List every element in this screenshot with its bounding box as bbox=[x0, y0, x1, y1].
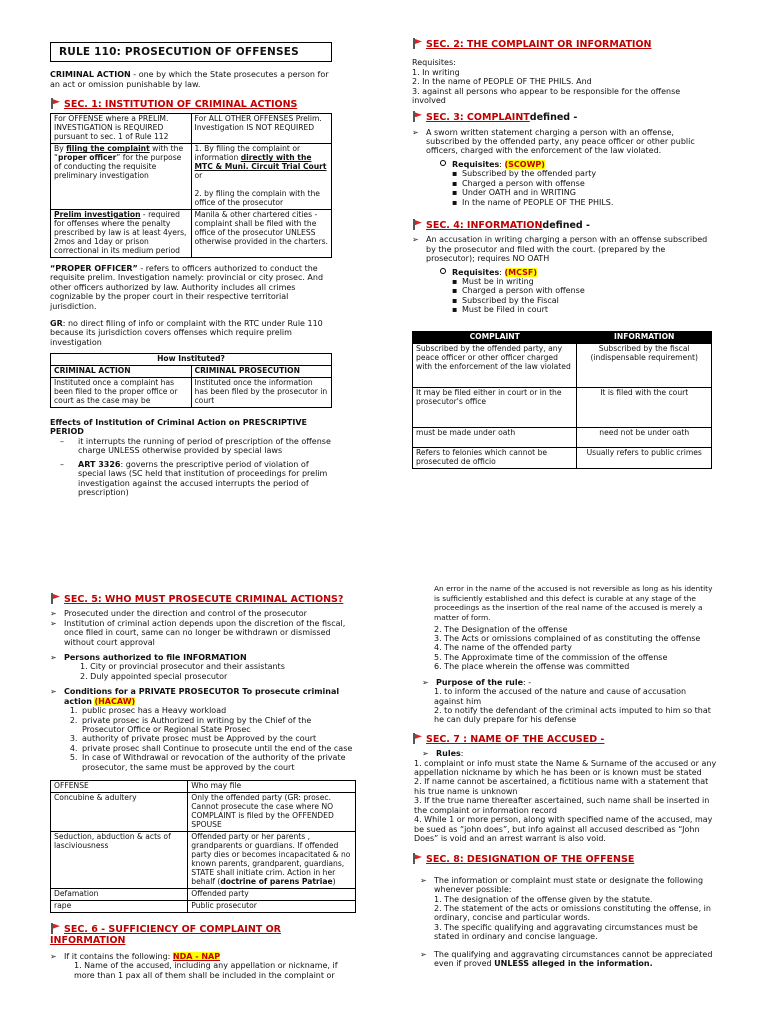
table-header: INFORMATION bbox=[577, 331, 712, 343]
sec8-final-note: ➢ The qualifying and aggravating circumstances cannot be appreciated even if proved UNLESS alleged in the information. bbox=[412, 950, 718, 969]
how-instituted-table bbox=[50, 353, 332, 408]
purpose-list: 1. to inform the accused of the nature and cause of accusation against him 2. to notify the defendant of the criminal acts imputed to him so that he can duly prepare for his defense bbox=[434, 687, 711, 725]
complaint-vs-information-table bbox=[412, 331, 712, 469]
sec1-table bbox=[50, 113, 332, 257]
criminal-action-definition: CRIMINAL ACTION - one by which the State prosecutes a person for an act or omission punishable by law. bbox=[50, 70, 329, 89]
sec6-list: ➢ If it contains the following: NDA - NAP bbox=[50, 952, 356, 961]
conditions-list bbox=[50, 706, 356, 772]
bottom-right-column bbox=[412, 584, 718, 969]
table-row: rape Public prosecutor bbox=[51, 900, 356, 912]
top-right-column bbox=[412, 38, 712, 469]
list-item: ➢ Institution of criminal action depends upon the discretion of the fiscal, once filed in court, same can no longer be withdrawn or dismissed without court approval bbox=[50, 619, 356, 647]
table-row: Concubine & adultery Only the offended party (GR: prosec. Cannot prosecute the case where NO COMPLAINT is filed by the OFFENDED SPOUSE bbox=[51, 793, 356, 832]
bottom-left-column bbox=[50, 593, 356, 980]
effects-list bbox=[50, 437, 332, 498]
table-row: It may be filed either in court or in the prosecutor's office It is filed with the court bbox=[413, 387, 712, 427]
list-item: ▪ Must be in writing bbox=[452, 277, 712, 286]
page-title: RULE 110: PROSECUTION OF OFFENSES bbox=[50, 42, 332, 62]
list-item: ▪ In the name of PEOPLE OF THE PHILS. bbox=[452, 198, 712, 207]
sec4-definition: ➢ An accusation in writing charging a person with an offense subscribed by the prosecutor and filed with the court. (prepared by the prosecutor); requires NO OATH bbox=[412, 235, 712, 263]
list-item: ▪ Must be Filed in court bbox=[452, 305, 712, 314]
sec8-lead: ➢ The information or complaint must state or designate the following whenever possible: bbox=[412, 876, 718, 895]
table-cell: 1. By filing the complaint or information directly with the MTC & Muni. Circuit Trial Court or 2. by filing the complain with the office of the prosecutor bbox=[191, 144, 332, 210]
table-cell: Prelim investigation - required for offenses where the penalty prescribed by law is at least 4yers, 2mos and 1day or prison correctional in its medium period bbox=[51, 209, 192, 257]
table-header: COMPLAINT bbox=[413, 331, 577, 343]
list-item: ▪ Charged a person with offense bbox=[452, 179, 712, 188]
sec4-list bbox=[412, 277, 712, 315]
sec5-list bbox=[50, 609, 356, 647]
table-title: How Instituted? bbox=[51, 354, 332, 366]
purpose-heading: ➢ Purpose of the rule: - bbox=[412, 678, 718, 687]
top-left-column bbox=[50, 42, 332, 502]
flag-icon bbox=[50, 923, 61, 934]
flag-icon bbox=[412, 853, 423, 864]
table-row: must be made under oath need not be under oath bbox=[413, 427, 712, 447]
table-header: Who may file bbox=[188, 781, 356, 793]
table-header: CRIMINAL ACTION bbox=[51, 366, 192, 378]
table-row: Defamation Offended party bbox=[51, 888, 356, 900]
table-row: Seduction, abduction & acts of lasciviousness Offended party or her parents , grandparents or guardians. If offended party dies or becomes incapacitated & no known parents, grandparent, guardians, STATE shall initiate crim. Action in her behalf (doctrine of parens Patriae) bbox=[51, 831, 356, 888]
error-paragraph: An error in the name of the accused is not reversible as long as his identity is sufficiently established and this defect is curable at any stage of the proceedings as the insertion of the real name of the accused is merely a matter of form. bbox=[434, 584, 713, 622]
table-cell: By filing the complaint with the “proper officer” for the purpose of conducting the requisite preliminary investigation bbox=[51, 144, 192, 210]
table-cell: For OFFENSE where a PRELIM. INVESTIGATION is REQUIRED pursuant to sec. 1 of Rule 112 bbox=[51, 114, 192, 144]
sec8-list: 1. The designation of the offense given by the statute. 2. The statement of the acts or omissions constituting the offense, in ordinary, concise and particular words. 3. The specific qualifying and aggravating circumstances must be stated in ordinary and concise language. bbox=[434, 894, 711, 942]
list-item: ▪ Subscribed by the Fiscal bbox=[452, 296, 712, 305]
table-header: CRIMINAL PROSECUTION bbox=[191, 366, 332, 378]
sec7-heading: SEC. 7 : NAME OF THE ACCUSED - bbox=[412, 733, 718, 745]
list-item: ▪ Under OATH and in WRITING bbox=[452, 188, 712, 197]
sec3-definition: ➢ A sworn written statement charging a person with an offense, subscribed by the offended party, any peace officer or other public officers, charged with the enforcement of the law violated. bbox=[412, 128, 712, 156]
table-cell: For ALL OTHER OFFENSES Prelim. Investigation IS NOT REQUIRED bbox=[191, 114, 332, 144]
conditions-heading: ➢ Conditions for a PRIVATE PROSECUTOR To prosecute criminal action (HACAW) bbox=[50, 687, 356, 706]
gr-note: GR: no direct filing of info or complaint with the RTC under Rule 110 because its jurisdiction covers offenses which require prelim investigation bbox=[50, 318, 323, 347]
sec3-list bbox=[412, 169, 712, 207]
table-row: Subscribed by the offended party, any peace officer or other officer charged with the enforcement of the law violated Subscribed by the fiscal (indispensable requirement) bbox=[413, 343, 712, 387]
flag-icon bbox=[50, 593, 61, 604]
sec6-heading: SEC. 6 - SUFFICIENCY OF COMPLAINT OR INFORMATION bbox=[50, 923, 281, 946]
sec5-heading: SEC. 5: WHO MUST PROSECUTE CRIMINAL ACTIONS? bbox=[50, 593, 356, 605]
flag-icon bbox=[412, 219, 423, 230]
list-item: 3. authority of private prosec must be Approved by the court bbox=[80, 734, 356, 743]
table-cell: Instituted once the information has been filed by the prosecutor in court bbox=[191, 378, 332, 408]
list-item: ➢ Prosecuted under the direction and control of the prosecutor bbox=[50, 609, 356, 618]
list-item: 5. In case of Withdrawal or revocation of the authority of the private prosecutor, the same must be approved by the court bbox=[80, 753, 356, 772]
table-row: Refers to felonies which cannot be prosecuted de officio Usually refers to public crimes bbox=[413, 447, 712, 468]
table-cell: Instituted once a complaint has been filed to the proper office or court as the case may be bbox=[51, 378, 192, 408]
sec4-requisites: Requisites: (MCSF) bbox=[440, 268, 712, 277]
sec8-heading: SEC. 8: DESIGNATION OF THE OFFENSE bbox=[412, 853, 718, 865]
table-header: OFFENSE bbox=[51, 781, 188, 793]
sec4-heading: SEC. 4: INFORMATIONdefined - bbox=[412, 219, 712, 231]
list-item: – ART 3326: governs the prescriptive period of violation of special laws (SC held that institution of proceedings for prelim investigation against the accused interrupts the period of prescription) bbox=[60, 460, 332, 498]
flag-icon bbox=[412, 733, 423, 744]
flag-icon bbox=[412, 111, 423, 122]
sec3-requisites: Requisites: (SCOWP) bbox=[440, 160, 712, 169]
flag-icon bbox=[50, 98, 61, 109]
proper-officer-definition: “PROPER OFFICER” - refers to officers authorized to conduct the requisite prelim. Investigation namely: provincial or city prosec. And other officers authorized by law. Authority includes all crimes cognizable by the proper court in their respective territorial jurisdiction. bbox=[50, 263, 324, 311]
list-item: 4. private prosec shall Continue to prosecute until the end of the case bbox=[80, 744, 356, 753]
sec1-heading: SEC. 1: INSTITUTION OF CRIMINAL ACTIONS bbox=[50, 98, 332, 110]
authorized-heading: ➢ Persons authorized to file INFORMATION bbox=[50, 653, 356, 662]
elements-list: 2. The Designation of the offense 3. The Acts or omissions complained of as constituting the offense 4. The name of the offended party 5. The Approximate time of the commission of the offense 6. The place wherein the offense was committed bbox=[434, 624, 701, 672]
effects-heading: Effects of Institution of Criminal Action on PRESCRIPTIVE PERIOD bbox=[50, 418, 307, 437]
list-item: 1. public prosec has a Heavy workload bbox=[80, 706, 356, 715]
who-may-file-table bbox=[50, 780, 356, 912]
list-item: – it interrupts the running of period of prescription of the offense charge UNLESS otherwise provided by special laws bbox=[60, 437, 332, 456]
table-cell: Manila & other chartered cities - complaint shall be filed with the office of the prosecutor UNLESS otherwise provided in the charters. bbox=[191, 209, 332, 257]
rules-heading: ➢ Rules: bbox=[412, 749, 718, 758]
flag-icon bbox=[412, 38, 423, 49]
sec6-item: 1. Name of the accused, including any appellation or nickname, if more than 1 pax all of them shall be included in the complaint or bbox=[74, 961, 338, 980]
list-item: ▪ Charged a person with offense bbox=[452, 286, 712, 295]
list-item: 2. private prosec is Authorized in writing by the Chief of the Prosecutor Office or Regional State Prosec bbox=[80, 716, 356, 735]
authorized-list: 1. City or provincial prosecutor and their assistants 2. Duly appointed special prosecutor bbox=[80, 662, 285, 681]
sec2-requisites: Requisites: 1. In writing 2. In the name of PEOPLE OF THE PHILS. And 3. against all persons who appear to be responsible for the offense involved bbox=[412, 58, 681, 105]
sec2-heading: SEC. 2: THE COMPLAINT OR INFORMATION bbox=[412, 38, 712, 50]
sec3-heading: SEC. 3: COMPLAINTdefined - bbox=[412, 111, 712, 123]
rules-list: 1. complaint or info must state the Name & Surname of the accused or any appellation nickname by which he has been or is known must be stated 2. If name cannot be ascertained, a fictitious name with a statement that his true name is unknown 3. If the true name thereafter ascertained, such name shall be inserted in the complaint or information record 4. While 1 or more person, along with specified name of the accused, may be sued as “john does”, but info against all accused described as “John Does” is void and an arrest warrant is also void. bbox=[414, 758, 717, 844]
list-item: ▪ Subscribed by the offended party bbox=[452, 169, 712, 178]
